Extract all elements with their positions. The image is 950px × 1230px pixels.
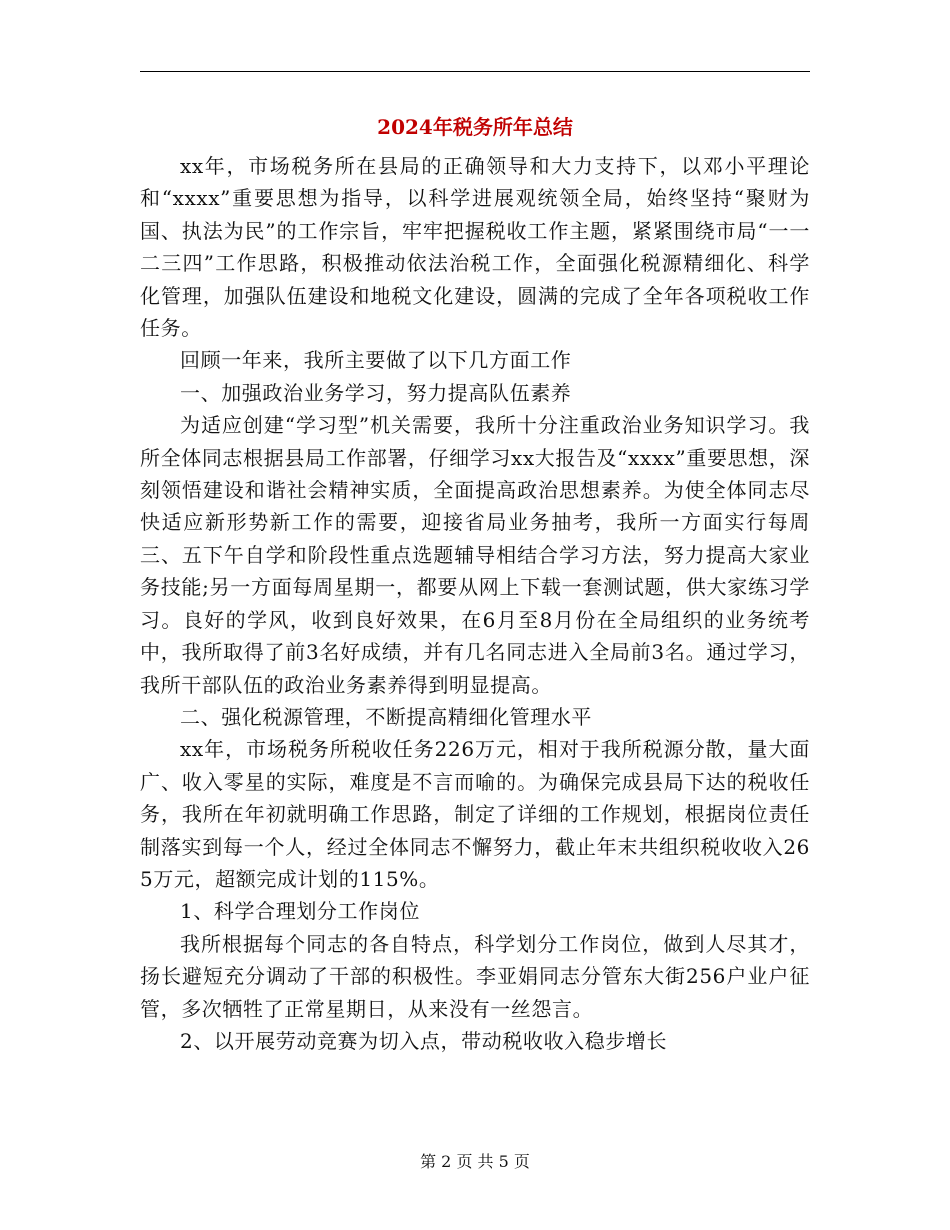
document-title: 2024年税务所年总结 [377,115,573,139]
subsection-heading-1: 1、科学合理划分工作岗位 [180,899,420,924]
paragraph-study: 为适应创建“学习型”机关需要，我所十分注重政治业务知识学习。我所全体同志根据县局工作部署，仔细学习xx大报告及“xxxx”重要思想，深刻领悟建设和谐社会精神实质，全面提高政治思想素养。为使全体同志尽快适应新形势新工作的需要，迎接省局业务抽考，我所一方面实行每周三、五下午自学和阶段性重点选题辅导相结合学习方法，努力提高大家业务技能;另一方面每周星期一，都要从网上下载一套测试题，供大家练习学习。良好的学风，收到良好效果，在6月至8月份在全局组织的业务统考中，我所取得了前3名好成绩，并有几名同志进入全局前3名。通过学习，我所干部队伍的政治业务素养得到明显提高。 [140,413,810,697]
paragraph-review: 回顾一年来，我所主要做了以下几方面工作 [180,348,572,373]
paragraph-tax-task: xx年，市场税务所税收任务226万元，相对于我所税源分散，量大面广、收入零星的实际，难度是不言而喻的。为确保完成县局下达的税收任务，我所在年初就明确工作思路，制定了详细的工作规划，根据岗位责任制落实到每一个人，经过全体同志不懈努力，截止年末共组织税收收入265万元，超额完成计划的115%。 [140,737,810,891]
paragraph-intro: xx年，市场税务所在县局的正确领导和大力支持下，以邓小平理论和“xxxx”重要思想为指导，以科学进展观统领全局，始终坚持“聚财为国、执法为民”的工作宗旨，牢牢把握税收工作主题，紧紧围绕市局“一一二三四”工作思路，积极推动依法治税工作，全面强化税源精细化、科学化管理，加强队伍建设和地税文化建设，圆满的完成了全年各项税收工作任务。 [140,154,810,341]
paragraph-positions: 我所根据每个同志的各自特点，科学划分工作岗位，做到人尽其才，扬长避短充分调动了干部的积极性。李亚娟同志分管东大街256户业户征管，多次牺牲了正常星期日，从来没有一丝怨言。 [140,931,810,1021]
header-rule [140,71,810,72]
page-number: 第 2 页 共 5 页 [420,1152,530,1171]
document-body [140,150,810,1057]
section-heading-2: 二、强化税源管理，不断提高精细化管理水平 [180,704,592,729]
subsection-heading-2: 2、以开展劳动竞赛为切入点，带动税收收入稳步增长 [180,1028,668,1053]
section-heading-1: 一、加强政治业务学习，努力提高队伍素养 [180,380,572,405]
